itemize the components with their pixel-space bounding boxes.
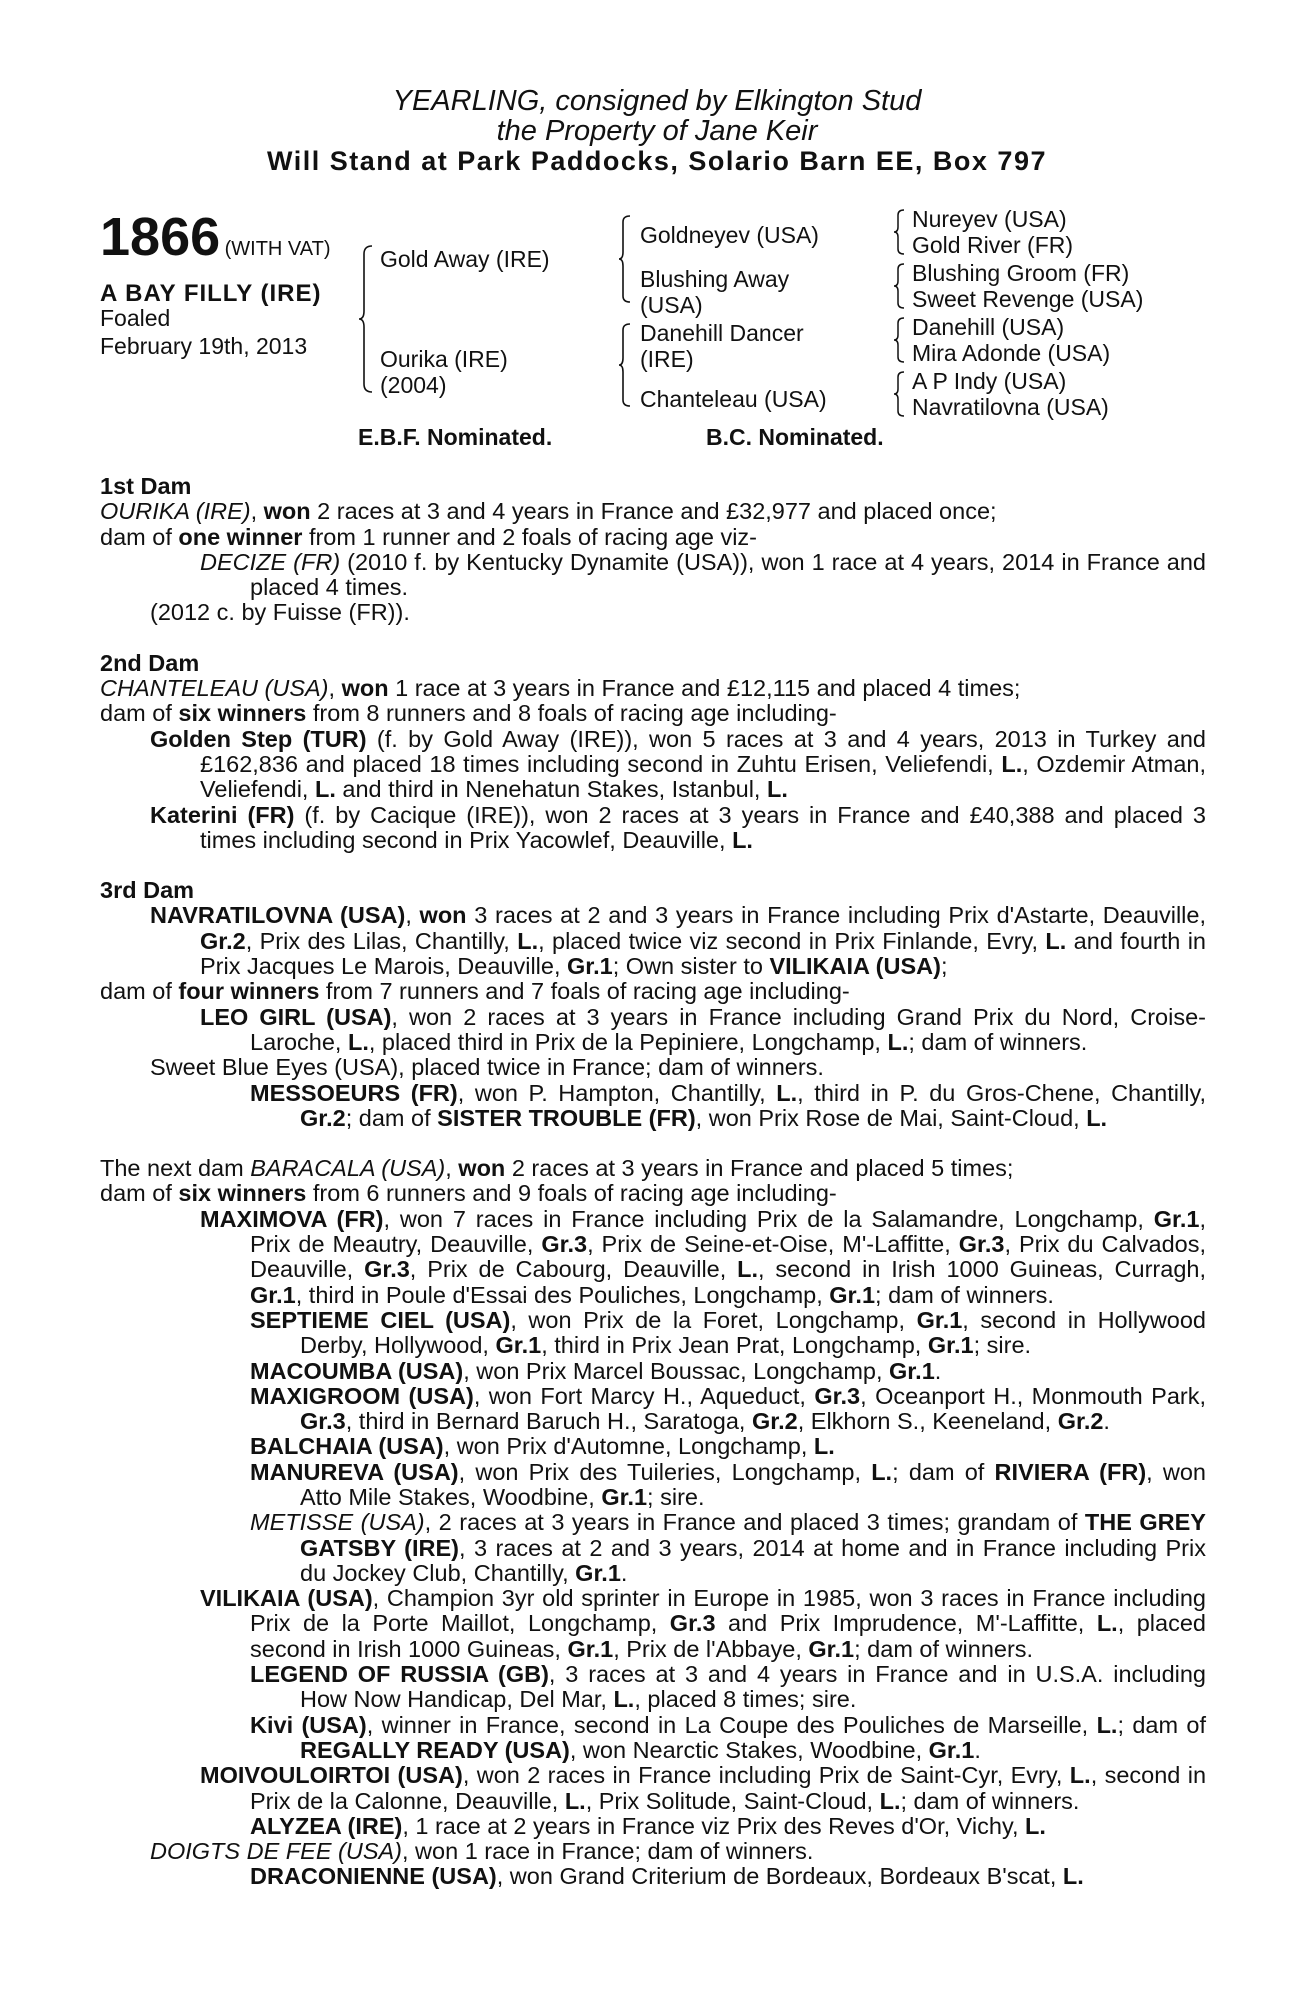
progeny-entry: DECIZE (FR) (2010 f. by Kentucky Dynamite (USA)), won 1 race at 4 years, 2014 in France and placed 4 times. <box>200 548 1206 601</box>
pedigree-dam-dam: Chanteleau (USA) <box>640 386 827 412</box>
dam2-progeny-intro: dam of six winners from 8 runners and 8 foals of racing age including- <box>100 700 837 727</box>
pedigree-gen3-3: Blushing Groom (FR) <box>912 260 1130 286</box>
pedigree-brace-dd <box>893 370 907 418</box>
pedigree-dam: Ourika (IRE) <box>380 346 508 372</box>
progeny-entry: BALCHAIA (USA), won Prix d'Automne, Longchamp, L. <box>250 1433 835 1460</box>
progeny-entry: Kivi (USA), winner in France, second in La Coupe des Pouliches de Marseille, L.; dam of REGALLY READY (USA), won Nearctic Stakes, Woodbine, Gr.1. <box>250 1711 1206 1763</box>
progeny-entry: SEPTIEME CIEL (USA), won Prix de la Foret, Longchamp, Gr.1, second in Hollywood Derby, Hollywood, Gr.1, third in Prix Jean Prat, Longchamp, Gr.1; sire. <box>250 1306 1206 1359</box>
progeny-entry: LEO GIRL (USA), won 2 races at 3 years in France including Grand Prix du Nord, Croise-Laroche, L., placed third in Prix de la Pepiniere, Longchamp, L.; dam of winners. <box>200 1003 1206 1055</box>
progeny-entry: Golden Step (TUR) (f. by Gold Away (IRE)), won 5 races at 3 and 4 years, 2013 in Turkey and £162,836 and placed 18 times including second in Zuhtu Erisen, Veliefendi, L., Ozdemir Atman, Veliefendi, L. and third in Nenehatun Stakes, Istanbul, L. <box>150 725 1206 803</box>
progeny-entry: Katerini (FR) (f. by Cacique (IRE)), won 2 races at 3 years in France and £40,388 and placed 3 times including second in Prix Yacowlef, Deauville, L. <box>150 801 1206 853</box>
next-dam-summary: The next dam BARACALA (USA), won 2 races at 3 years in France and placed 5 times; <box>100 1155 1014 1182</box>
section-heading-3rd-dam: 3rd Dam <box>100 877 195 904</box>
pedigree-dam-year: (2004) <box>380 372 447 398</box>
pedigree-sire-dam: Blushing Away <box>640 266 790 292</box>
header-line-2: the Property of Jane Keir <box>496 115 818 147</box>
pedigree-gen3-1: Nureyev (USA) <box>912 206 1067 232</box>
progeny-entry: MAXIMOVA (FR), won 7 races in France including Prix de la Salamandre, Longchamp, Gr.1, Prix de Meautry, Deauville, Gr.3, Prix de Seine-et-Oise, M'-Laffitte, Gr.3, Prix du Calvados, Deauville, Gr.3, Prix de Cabourg, Deauville, L., second in Irish 1000 Guineas, Curragh, Gr.1, third in Poule d'Essai des Pouliches, Longchamp, Gr.1; dam of winners. <box>200 1205 1207 1308</box>
dam2-summary: CHANTELEAU (USA), won 1 race at 3 years in France and £12,115 and placed 4 times; <box>100 675 1021 702</box>
pedigree-brace-dam <box>618 322 634 408</box>
progeny-entry: MOIVOULOIRTOI (USA), won 2 races in France including Prix de Saint-Cyr, Evry, L., second in Prix de la Calonne, Deauville, L., Prix Solitude, Saint-Cloud, L.; dam of winners. <box>200 1762 1207 1814</box>
pedigree-sire-dam-country: (USA) <box>640 292 703 318</box>
catalogue-body <box>100 474 1206 1890</box>
progeny-entry: ALYZEA (IRE), 1 race at 2 years in France viz Prix des Reves d'Or, Vichy, L. <box>250 1812 1046 1839</box>
pedigree-brace-sire <box>618 214 634 304</box>
section-heading-2nd-dam: 2nd Dam <box>100 649 200 676</box>
progeny-entry: MAXIGROOM (USA), won Fort Marcy H., Aqueduct, Gr.3, Oceanport H., Monmouth Park, Gr.3, third in Bernard Baruch H., Saratoga, Gr.2, Elkhorn S., Keeneland, Gr.2. <box>250 1382 1206 1435</box>
progeny-entry: (2012 c. by Fuisse (FR)). <box>150 599 410 626</box>
lot-description: A BAY FILLY (IRE) <box>100 280 322 307</box>
progeny-entry: MANUREVA (USA), won Prix des Tuileries, Longchamp, L.; dam of RIVIERA (FR), won Atto Mile Stakes, Woodbine, Gr.1; sire. <box>250 1458 1206 1510</box>
dam3-summary: NAVRATILOVNA (USA), won 3 races at 2 and 3 years in France including Prix d'Astarte, Deauville, Gr.2, Prix des Lilas, Chantilly, L., placed twice viz second in Prix Finlande, Evry, L. and fourth in Prix Jacques Le Marois, Deauville, Gr.1; Own sister to VILIKAIA (USA); <box>150 902 1206 980</box>
header-line-1: YEARLING, consigned by Elkington Stud <box>392 85 922 117</box>
pedigree-gen3-6: Mira Adonde (USA) <box>912 340 1111 366</box>
pedigree-sire: Gold Away (IRE) <box>380 246 550 272</box>
lot-number: 1866 <box>100 207 221 267</box>
progeny-entry: MACOUMBA (USA), won Prix Marcel Boussac, Longchamp, Gr.1. <box>250 1357 942 1384</box>
pedigree-sire-sire: Goldneyev (USA) <box>640 222 819 248</box>
pedigree-brace-gen1 <box>358 244 376 394</box>
pedigree-gen3-7: A P Indy (USA) <box>912 368 1067 394</box>
progeny-entry: LEGEND OF RUSSIA (GB), 3 races at 3 and 4 years in France and in U.S.A. including How Now Handicap, Del Mar, L., placed 8 times; sire. <box>250 1661 1206 1713</box>
ebf-nominated: E.B.F. Nominated. <box>358 424 553 450</box>
section-heading-1st-dam: 1st Dam <box>100 473 192 499</box>
foaled-date: February 19th, 2013 <box>100 333 308 359</box>
pedigree-gen3-4: Sweet Revenge (USA) <box>912 286 1144 312</box>
progeny-entry: METISSE (USA), 2 races at 3 years in France and placed 3 times; grandam of THE GREY GATSBY (IRE), 3 races at 2 and 3 years, 2014 at home and in France including Prix du Jockey Club, Chantilly, Gr.1. <box>250 1509 1206 1586</box>
pedigree-gen3-8: Navratilovna (USA) <box>912 394 1109 420</box>
pedigree-brace-sd <box>893 262 907 310</box>
dam3-progeny-intro: dam of four winners from 7 runners and 7 foals of racing age including- <box>100 978 850 1005</box>
lot-number-row <box>100 207 331 267</box>
vat-note: (WITH VAT) <box>224 238 331 260</box>
pedigree-dam-sire-country: (IRE) <box>640 346 694 372</box>
next-dam-progeny-intro: dam of six winners from 6 runners and 9 foals of racing age including- <box>100 1180 837 1207</box>
pedigree-dam-sire: Danehill Dancer <box>640 320 804 346</box>
pedigree-gen3-5: Danehill (USA) <box>912 314 1065 340</box>
dam1-progeny-intro: dam of one winner from 1 runner and 2 foals of racing age viz- <box>100 523 757 550</box>
progeny-entry: MESSOEURS (FR), won P. Hampton, Chantilly, L., third in P. du Gros-Chene, Chantilly, Gr.2; dam of SISTER TROUBLE (FR), won Prix Rose de Mai, Saint-Cloud, L. <box>250 1079 1206 1131</box>
header-line-3: Will Stand at Park Paddocks, Solario Barn EE, Box 797 <box>267 146 1047 176</box>
progeny-entry: Sweet Blue Eyes (USA), placed twice in France; dam of winners. <box>150 1054 824 1081</box>
progeny-entry: DRACONIENNE (USA), won Grand Criterium de Bordeaux, Bordeaux B'scat, L. <box>250 1863 1084 1890</box>
progeny-entry: VILIKAIA (USA), Champion 3yr old sprinter in Europe in 1985, won 3 races in France including Prix de la Porte Maillot, Longchamp, Gr.3 and Prix Imprudence, M'-Laffitte, L., placed second in Irish 1000 Guineas, Gr.1, Prix de l'Abbaye, Gr.1; dam of winners. <box>200 1585 1206 1662</box>
progeny-entry: DOIGTS DE FEE (USA), won 1 race in France; dam of winners. <box>150 1838 814 1865</box>
dam1-summary: OURIKA (IRE), won 2 races at 3 and 4 years in France and £32,977 and placed once; <box>100 498 997 525</box>
foaled-label: Foaled <box>100 305 171 331</box>
pedigree-brace-ds <box>893 316 907 364</box>
bc-nominated: B.C. Nominated. <box>706 424 884 450</box>
pedigree-brace-ss <box>893 208 907 256</box>
pedigree-gen3-2: Gold River (FR) <box>912 232 1074 258</box>
